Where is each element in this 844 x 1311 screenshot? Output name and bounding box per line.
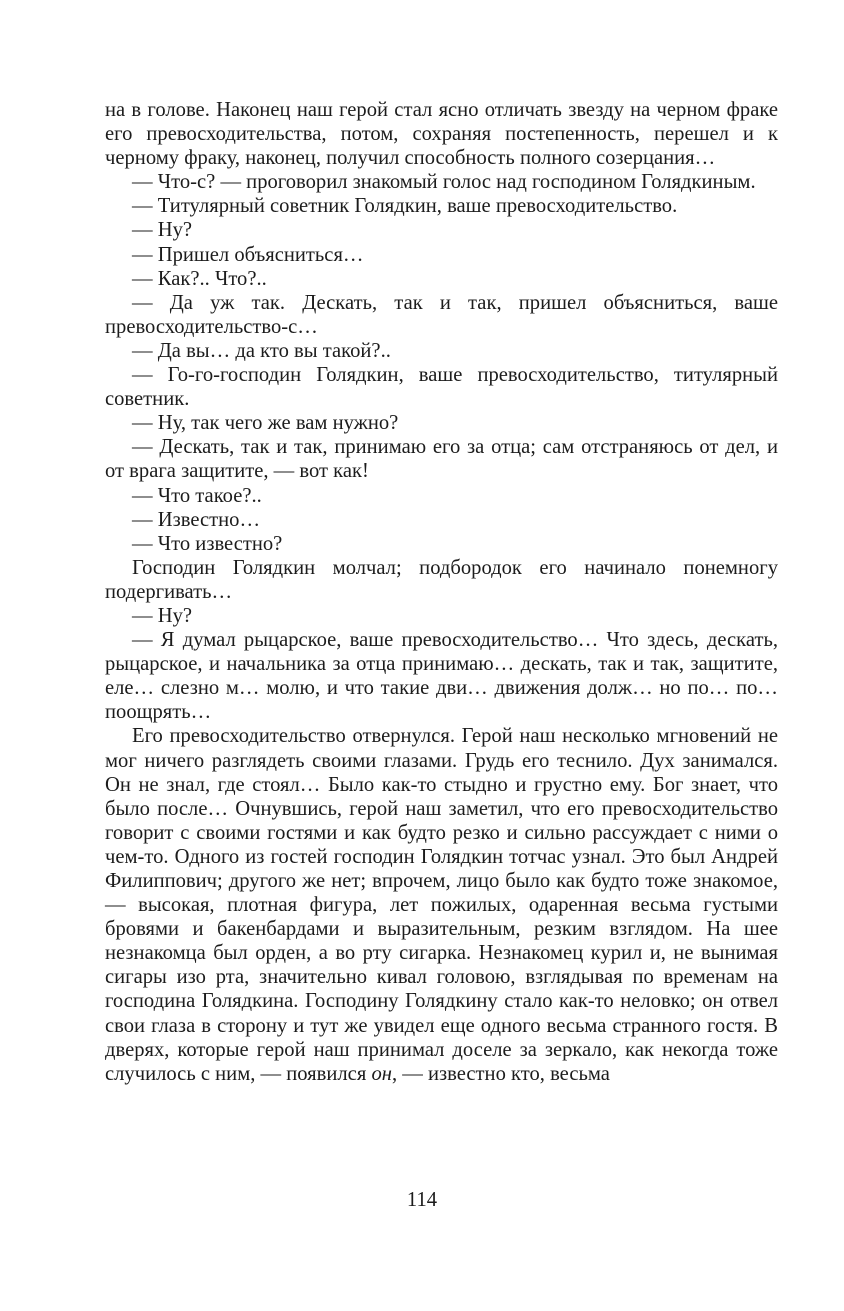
paragraph: — Да уж так. Дескать, так и так, пришел объясниться, ваше превосходительство-с… — [105, 291, 778, 338]
paragraph: — Что такое?.. — [132, 484, 262, 507]
paragraph: — Ну, так чего же вам нужно? — [132, 412, 399, 435]
paragraph: — Как?.. Что?.. — [132, 267, 267, 290]
paragraph: — Я думал рыцарское, ваше превосходительство… Что здесь, дескать, рыцарское, и начальника за отца принимаю… дескать, так и так, защитите, еле… слезно м… молю, и что такие дви… движения долж… но по… по… поощрять… — [105, 629, 778, 724]
paragraph: — Да вы… да кто вы такой?.. — [132, 339, 391, 362]
paragraph: на в голове. Наконец наш герой стал ясно отличать звезду на черном фраке его превосходительства, потом, сохраняя постепенность, перешел и к черному фраку, наконец, получил способность полного созерцания… — [105, 99, 778, 170]
paragraph: — Ну? — [132, 219, 193, 242]
paragraph-last — [105, 724, 778, 1085]
paragraph: — Пришел объясниться… — [132, 243, 364, 266]
paragraph: — Ну? — [132, 604, 193, 627]
paragraph: — Дескать, так и так, принимаю его за отца; сам отстраняюсь от дел, и от врага защитите, — вот как! — [105, 436, 778, 483]
paragraph: Господин Голядкин молчал; подбородок его начинало понемногу подергивать… — [105, 556, 778, 603]
paragraph-text-before: Его превосходительство отвернулся. Герой наш несколько мгновений не мог ничего разглядеть своими глазами. Грудь его теснило. Дух занимался. Он не знал, где стоял… Было как-то стыдно и грустно ему. Бог знает, что было после… Очнувшись, герой наш заметил, что его превосходительство говорит с своими гостями и как будто резко и сильно рассуждает с ними о чем-то. Одного из гостей господин Голядкин тотчас узнал. Это был Андрей Филиппович; другого же нет; впрочем, лицо было как будто тоже знакомое, — высокая, плотная фигура, лет пожилых, одаренная весьма густыми бровями и бакенбардами и выразительным, резким взглядом. На шее незнакомца был орден, а во рту сигарка. Незнакомец курил и, не вынимая сигары изо рта, значительно кивал головою, взглядывая по временам на господина Голядкина. Господину Голядкину стало как-то неловко; он отвел свои глаза в сторону и тут же увидел еще одного весьма странного гостя. В дверях, которые герой наш принимал доселе за зеркало, как некогда тоже случилось с ним, — появился — [105, 725, 778, 1085]
paragraph: — Известно… — [132, 508, 261, 531]
paragraph: — Го-го-господин Голядкин, ваше превосходительство, титулярный советник. — [105, 364, 778, 411]
paragraph: — Титулярный советник Голядкин, ваше превосходительство. — [132, 195, 678, 218]
page-number: 114 — [406, 1189, 438, 1211]
paragraph-text-after: , — известно кто, весьма — [391, 1062, 610, 1085]
italic-pronoun: он — [371, 1062, 392, 1085]
body-text — [105, 98, 778, 1086]
paragraph: — Что известно? — [132, 532, 283, 555]
paragraph: — Что-с? — проговорил знакомый голос над господином Голядкиным. — [132, 171, 756, 194]
